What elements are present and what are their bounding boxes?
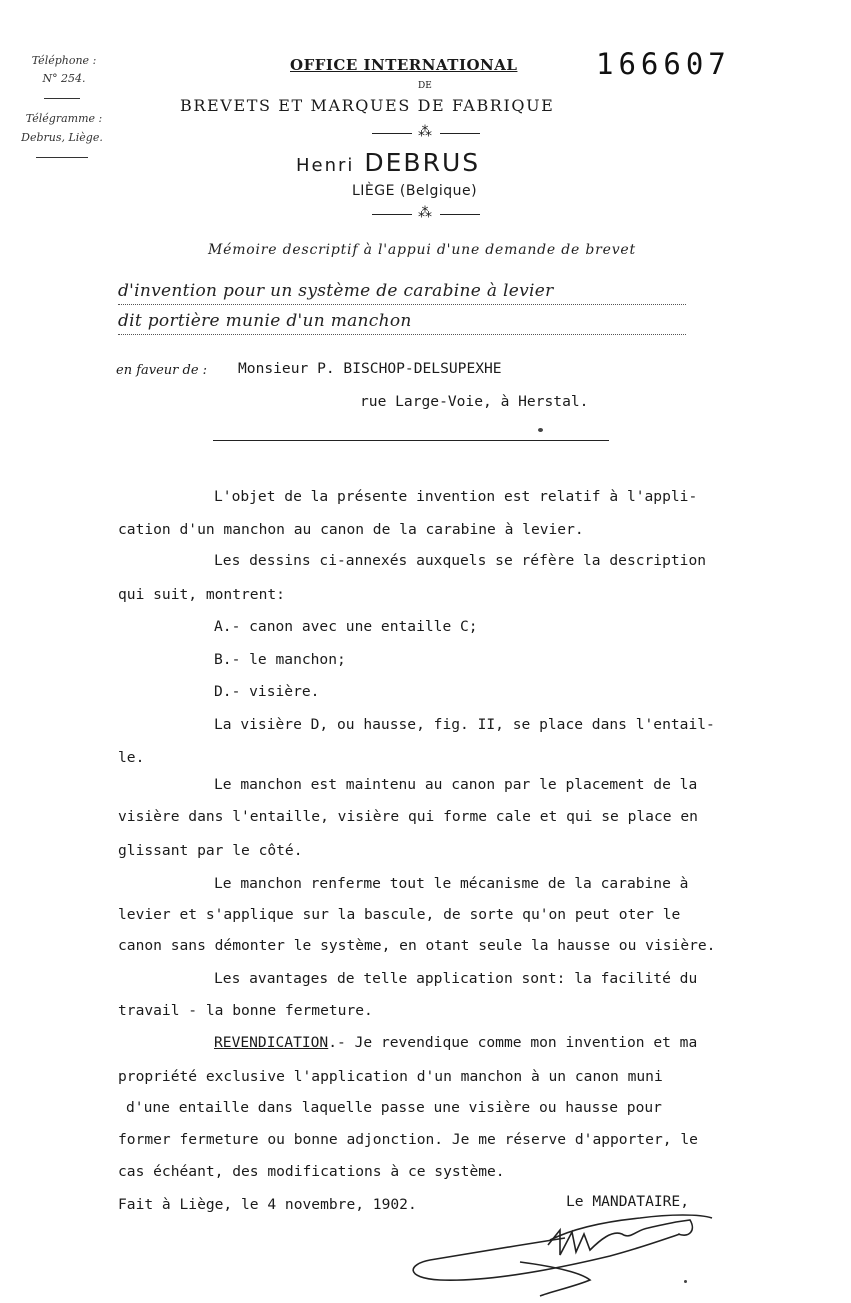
revendication-line — [214, 1034, 697, 1051]
letterhead-de: DE — [418, 81, 432, 91]
body-line: visière dans l'entaille, visière qui forme cale et qui se place en — [118, 808, 698, 825]
revendication-text: .- Je revendique comme mon invention et ma — [328, 1034, 698, 1051]
body-line: glissant par le côté. — [118, 842, 303, 859]
form-dotted-line — [118, 334, 686, 335]
mandataire-label: Le MANDATAIRE, — [566, 1193, 690, 1210]
form-dotted-line — [118, 304, 686, 305]
agent-surname: DEBRUS — [364, 148, 481, 177]
telephone-label: Téléphone : — [31, 54, 97, 67]
ornament-icon: ⁂ — [418, 205, 432, 221]
memoire-heading: Mémoire descriptif à l'appui d'une demande de brevet — [208, 242, 636, 258]
agent-first-name: Henri — [296, 155, 355, 176]
faveur-label: en faveur de : — [116, 363, 208, 378]
body-line: Les dessins ci-annexés auxquels se réfère la description — [214, 552, 707, 569]
list-item: B.- le manchon; — [214, 651, 346, 668]
body-line: Le manchon est maintenu au canon par le placement de la — [214, 776, 698, 793]
body-line: Les avantages de telle application sont: la facilité du — [214, 970, 698, 987]
applicant-name: Monsieur P. BISCHOP-DELSUPEXHE — [238, 360, 502, 377]
ink-speck — [538, 428, 543, 432]
body-line: levier et s'applique sur la bascule, de sorte qu'on peut oter le — [118, 906, 681, 923]
body-line: le. — [118, 749, 145, 766]
telegram-address: Debrus, Liège. — [21, 131, 103, 144]
applicant-address: rue Large-Voie, à Herstal. — [360, 393, 589, 410]
ornament-rule — [440, 214, 480, 215]
document-number: 166607 — [596, 47, 731, 81]
margin-divider — [44, 98, 80, 99]
revendication-label: REVENDICATION — [214, 1034, 329, 1051]
body-line: L'objet de la présente invention est relatif à l'appli- — [214, 488, 698, 505]
body-line: canon sans démonter le système, en otant seule la hausse ou visière. — [118, 937, 716, 954]
margin-divider — [36, 157, 88, 158]
agent-city: LIÈGE (Belgique) — [352, 183, 478, 199]
signoff-date: Fait à Liège, le 4 novembre, 1902. — [118, 1196, 417, 1213]
ornament-rule — [372, 133, 412, 134]
body-line: travail - la bonne fermeture. — [118, 1002, 373, 1019]
body-line: Le manchon renferme tout le mécanisme de la carabine à — [214, 875, 689, 892]
ornament-rule — [440, 133, 480, 134]
ornament-rule — [372, 214, 412, 215]
ink-speck — [684, 1280, 687, 1283]
letterhead-subtitle: BREVETS ET MARQUES DE FABRIQUE — [180, 96, 555, 115]
agent-name — [296, 148, 480, 177]
body-line: La visière D, ou hausse, fig. II, se place dans l'entail- — [214, 716, 715, 733]
ornament-icon: ⁂ — [418, 124, 432, 140]
list-item: D.- visière. — [214, 683, 320, 700]
telephone-number: N° 254. — [42, 72, 86, 85]
body-line: cation d'un manchon au canon de la carabine à levier. — [118, 521, 584, 538]
body-line: qui suit, montrent: — [118, 586, 285, 603]
header-rule — [213, 440, 609, 441]
office-heading: OFFICE INTERNATIONAL — [290, 56, 518, 74]
invention-title-line1: d'invention pour un système de carabine à levier — [118, 281, 554, 301]
telegram-label: Télégramme : — [25, 112, 103, 125]
invention-title-line2: dit portière munie d'un manchon — [118, 311, 412, 331]
list-item: A.- canon avec une entaille C; — [214, 618, 478, 635]
claim-line: former fermeture ou bonne adjonction. Je me réserve d'apporter, le — [118, 1131, 698, 1148]
claim-line: propriété exclusive l'application d'un manchon à un canon muni — [118, 1068, 663, 1085]
claim-line: d'une entaille dans laquelle passe une visière ou hausse pour — [126, 1099, 662, 1116]
signature — [400, 1200, 730, 1300]
claim-line: cas échéant, des modifications à ce système. — [118, 1163, 505, 1180]
